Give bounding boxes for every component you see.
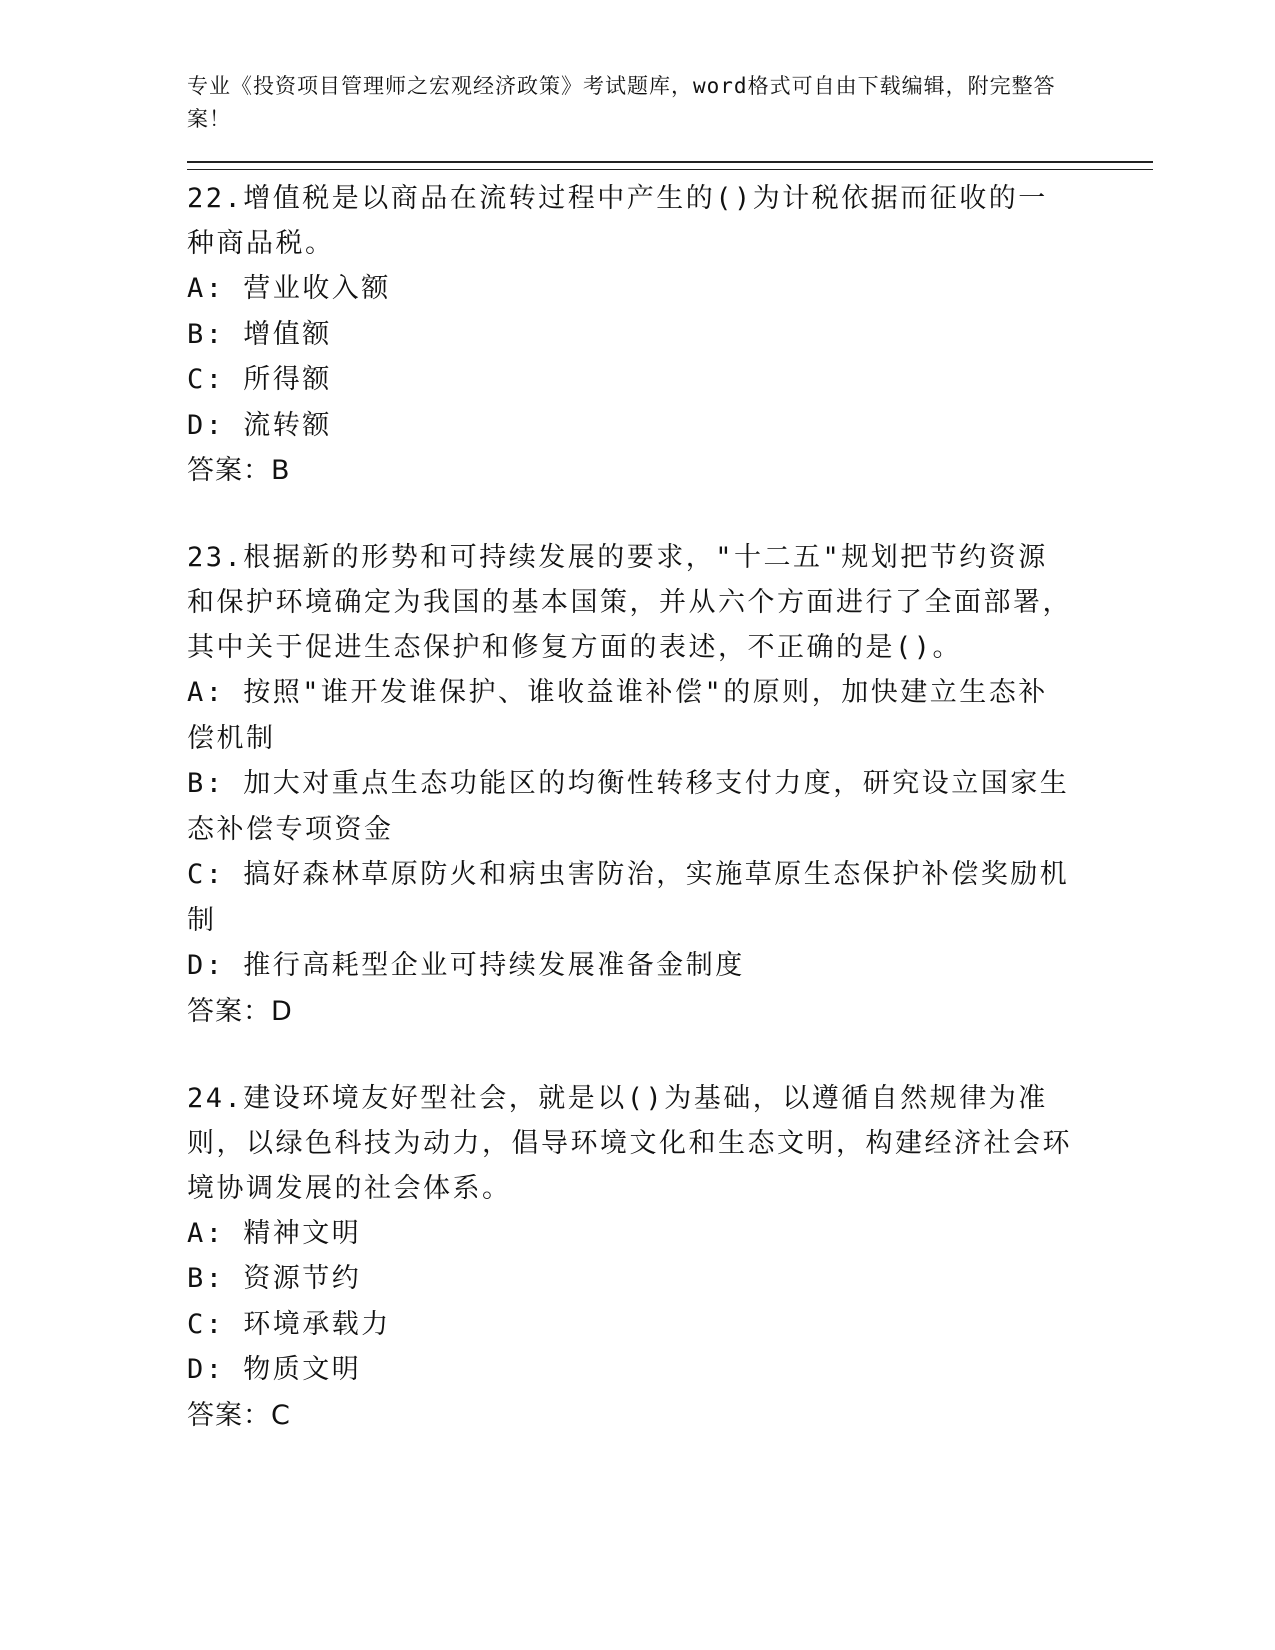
option-c xyxy=(187,357,1077,403)
option-d xyxy=(187,943,1077,989)
option-text: 物质文明 xyxy=(243,1354,362,1385)
option-a xyxy=(187,266,1077,312)
option-text: 增值额 xyxy=(243,318,332,350)
option-text: 搞好森林草原防火和病虫害防治，实施草原生态保护补偿奖励机制 xyxy=(187,859,1070,936)
option-b xyxy=(187,761,1077,852)
option-text: 流转额 xyxy=(243,409,332,441)
option-letter: D: xyxy=(187,1354,225,1385)
option-text: 资源节约 xyxy=(243,1263,362,1294)
option-letter: A: xyxy=(187,1217,225,1249)
option-text: 环境承载力 xyxy=(243,1308,391,1340)
option-letter: D: xyxy=(187,950,225,981)
option-letter: A: xyxy=(187,273,225,304)
question-23 xyxy=(187,535,1153,1034)
option-a xyxy=(187,670,1077,761)
answer-line: 答案：B xyxy=(187,455,291,486)
question-stem: 23.根据新的形势和可持续发展的要求，"十二五"规划把节约资源和保护环境确定为我国的基本国策，并从六个方面进行了全面部署，其中关于促进生态保护和修复方面的表述，不正确的是()。 xyxy=(187,542,1072,663)
option-c xyxy=(187,1302,1077,1348)
option-letter: C: xyxy=(187,859,225,890)
option-letter: D: xyxy=(187,409,225,441)
option-a xyxy=(187,1211,1077,1257)
option-text: 所得额 xyxy=(243,364,332,395)
option-text: 加大对重点生态功能区的均衡性转移支付力度，研究设立国家生态补偿专项资金 xyxy=(187,768,1070,845)
option-text: 精神文明 xyxy=(243,1217,362,1249)
question-22 xyxy=(187,176,1153,493)
option-letter: B: xyxy=(187,1263,225,1294)
option-letter: C: xyxy=(187,364,225,395)
question-24 xyxy=(187,1076,1153,1438)
option-b xyxy=(187,1256,1077,1302)
answer-line: 答案：D xyxy=(187,995,293,1027)
question-stem: 24.建设环境友好型社会，就是以()为基础，以遵循自然规律为准则，以绿色科技为动力，倡导环境文化和生态文明，构建经济社会环境协调发展的社会体系。 xyxy=(187,1082,1072,1204)
option-text: 推行高耗型企业可持续发展准备金制度 xyxy=(243,950,745,981)
option-letter: A: xyxy=(187,677,225,708)
question-stem: 22.增值税是以商品在流转过程中产生的()为计税依据而征收的一种商品税。 xyxy=(187,183,1048,259)
option-text: 按照"谁开发谁保护、谁收益谁补偿"的原则，加快建立生态补偿机制 xyxy=(187,677,1048,754)
option-b xyxy=(187,312,1077,358)
document-page xyxy=(187,70,1153,1480)
option-letter: B: xyxy=(187,768,225,799)
answer-line: 答案：C xyxy=(187,1399,291,1431)
option-d xyxy=(187,1347,1077,1393)
header-divider xyxy=(187,161,1153,170)
option-text: 营业收入额 xyxy=(243,273,391,304)
option-d xyxy=(187,403,1077,449)
option-letter: B: xyxy=(187,318,225,350)
question-list xyxy=(187,176,1153,1438)
header-note: 专业《投资项目管理师之宏观经济政策》考试题库，word格式可自由下载编辑，附完整答案！ xyxy=(187,74,1056,131)
option-c xyxy=(187,852,1077,943)
option-letter: C: xyxy=(187,1308,225,1340)
